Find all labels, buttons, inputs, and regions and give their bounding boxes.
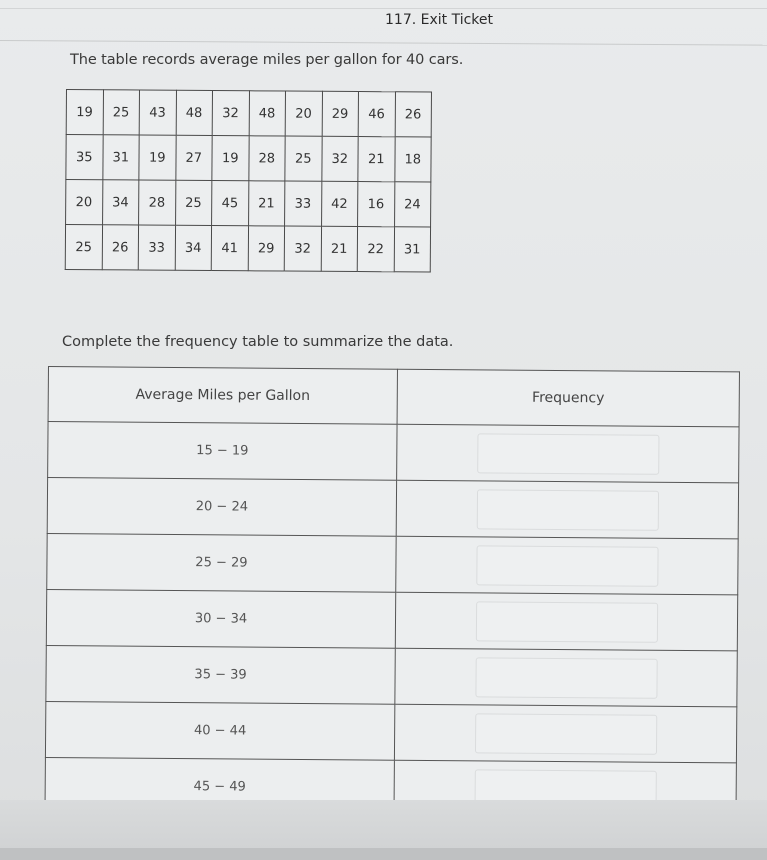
table-cell: 29 (322, 91, 359, 136)
table-cell: 19 (212, 136, 249, 181)
frequency-input[interactable] (477, 433, 659, 474)
header-average-mpg: Average Miles per Gallon (48, 367, 397, 425)
table-cell: 31 (394, 227, 431, 272)
table-cell: 21 (248, 181, 285, 226)
frequency-input[interactable] (476, 545, 658, 586)
exit-ticket-title: 117. Exit Ticket (385, 12, 494, 28)
table-cell: 32 (321, 136, 358, 181)
mpg-data-table (65, 89, 432, 273)
intro-text: The table records average miles per gallon for 40 cars. (70, 52, 464, 68)
table-cell: 24 (394, 182, 431, 227)
frequency-row (46, 645, 737, 706)
table-cell: 29 (248, 226, 285, 271)
frequency-cell (396, 480, 738, 539)
table-cell: 20 (285, 91, 322, 136)
table-cell: 26 (102, 225, 139, 270)
table-cell: 32 (284, 226, 321, 271)
frequency-input[interactable] (474, 713, 656, 754)
frequency-cell (396, 536, 738, 595)
frequency-cell (397, 424, 739, 483)
range-label: 45 − 49 (45, 757, 394, 816)
table-cell: 43 (139, 90, 176, 135)
table-cell: 22 (357, 227, 394, 272)
page-edge (0, 8, 767, 9)
table-cell: 25 (103, 90, 140, 135)
bottom-edge (0, 848, 767, 860)
table-cell: 32 (212, 91, 249, 136)
table-cell: 41 (211, 226, 248, 271)
table-cell: 16 (358, 182, 395, 227)
frequency-row (46, 589, 737, 650)
table-row (66, 90, 431, 138)
table-cell: 33 (285, 181, 322, 226)
table-cell: 33 (138, 225, 175, 270)
range-label: 35 − 39 (46, 645, 395, 704)
frequency-table-container (44, 366, 747, 819)
frequency-row (48, 422, 739, 483)
frequency-row (45, 701, 736, 762)
table-cell: 19 (139, 135, 176, 180)
table-cell: 19 (66, 90, 103, 135)
frequency-cell (395, 592, 737, 651)
table-cell: 26 (395, 92, 432, 137)
header-frequency: Frequency (397, 369, 739, 427)
range-label: 25 − 29 (47, 533, 396, 592)
frequency-input[interactable] (475, 657, 657, 698)
table-cell: 48 (249, 91, 286, 136)
table-cell: 45 (212, 181, 249, 226)
frequency-cell (394, 704, 736, 763)
frequency-table (44, 366, 739, 819)
table-row (66, 180, 431, 228)
table-cell: 21 (358, 137, 395, 182)
frequency-row (47, 478, 738, 539)
header-divider (0, 40, 767, 46)
instruction-text: Complete the frequency table to summarize the data. (62, 334, 454, 350)
table-cell: 46 (358, 92, 395, 137)
range-label: 15 − 19 (48, 422, 397, 481)
table-cell: 28 (139, 180, 176, 225)
table-cell: 28 (248, 136, 285, 181)
frequency-input[interactable] (476, 489, 658, 530)
range-label: 40 − 44 (45, 701, 394, 760)
table-cell: 27 (175, 135, 212, 180)
table-cell: 21 (321, 226, 358, 271)
table-cell: 35 (66, 135, 103, 180)
table-cell: 20 (66, 180, 103, 225)
frequency-row (47, 533, 738, 594)
table-cell: 25 (65, 225, 102, 270)
table-cell: 25 (175, 180, 212, 225)
table-cell: 18 (394, 137, 431, 182)
range-label: 20 − 24 (47, 478, 396, 537)
table-row (66, 135, 431, 183)
table-cell: 34 (175, 225, 212, 270)
table-cell: 31 (102, 135, 139, 180)
table-cell: 42 (321, 181, 358, 226)
frequency-input[interactable] (475, 601, 657, 642)
table-cell: 34 (102, 180, 139, 225)
table-row (65, 225, 430, 273)
frequency-cell (395, 648, 737, 707)
table-cell: 25 (285, 136, 322, 181)
range-label: 30 − 34 (46, 589, 395, 648)
table-cell: 48 (176, 90, 213, 135)
